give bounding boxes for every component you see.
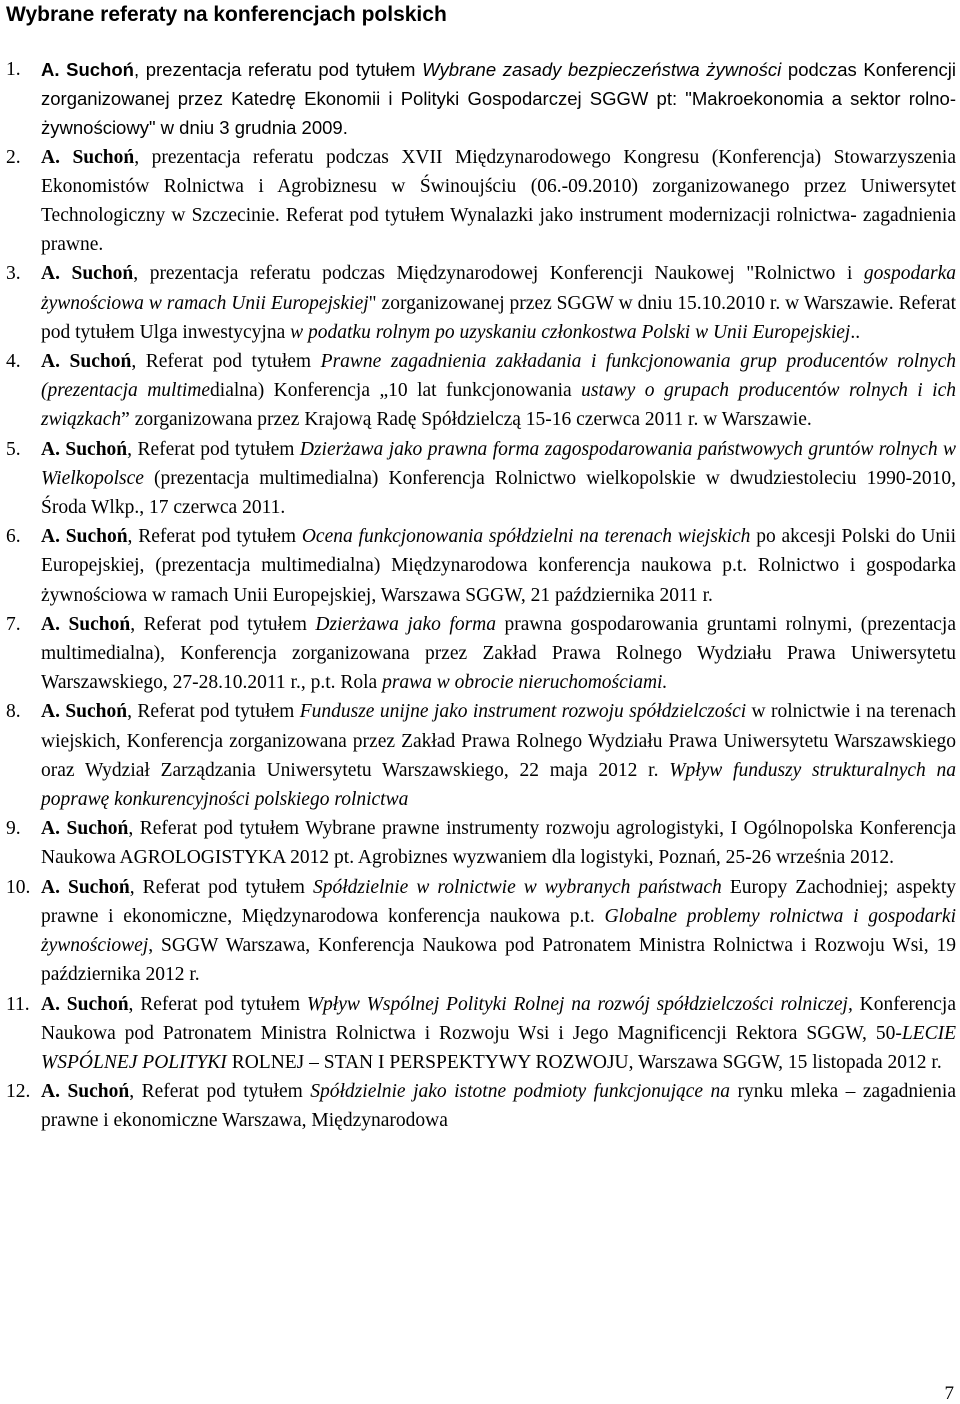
author-name: A. Suchoń — [41, 613, 131, 635]
item-number: 10. — [6, 876, 31, 898]
italic-title: w podatku rolnym po uzyskaniu członkostwa Polski w Unii Europejskiej — [290, 321, 851, 343]
italic-title: prawa w obrocie nieruchomościami. — [382, 672, 668, 694]
author-name: A. Suchoń — [41, 526, 128, 548]
author-name: A. Suchoń — [41, 438, 128, 460]
text-segment: , Referat pod tytułem — [127, 701, 300, 723]
text-segment: , Referat pod tytułem — [127, 526, 302, 548]
text-segment: .. — [850, 321, 861, 343]
list-item — [0, 1077, 960, 1135]
conference-papers-list — [0, 55, 960, 1136]
italic-title: Spółdzielnie w rolnictwie w wybranych państwach — [312, 876, 722, 898]
list-item — [0, 259, 960, 347]
italic-title: Prawne zagadnienia zakładania i funkcjonowania grup producentów rolnych (prezentacja multime — [41, 351, 956, 402]
text-segment: Europy Zachodniej; aspekty prawne i ekonomiczne, Międzynarodowa konferencja naukowa p.t. — [41, 876, 957, 927]
text-segment: rynku mleka – zagadnienia prawne i ekonomiczne Warszawa, Międzynarodowa — [41, 1081, 956, 1132]
author-name: A. Suchoń — [41, 818, 129, 840]
list-item — [0, 814, 960, 872]
item-number: 6. — [6, 526, 21, 548]
item-number: 7. — [6, 613, 21, 635]
text-segment: , Referat pod tytułem — [129, 1081, 311, 1103]
text-segment: " zorganizowanej przez SGGW w dniu 15.10.2010 r. w Warszawie. Referat pod tytułem Ulga inwestycyjna — [41, 292, 956, 343]
text-segment: , Referat pod tytułem — [128, 993, 307, 1015]
italic-title: Dzierżawa jako prawna forma zagospodarowania państwowych gruntów rolnych w Wielkopolsce — [41, 438, 956, 489]
text-segment: , SGGW Warszawa, Konferencja Naukowa pod Patronatem Ministra Rolnictwa i Rozwoju Wsi, 19 października 2012 r. — [41, 935, 956, 986]
text-segment: w rolnictwie i na terenach wiejskich, Konferencja zorganizowana przez Zakład Prawa Rolnego Wydziału Prawa Uniwersytetu Warszawskiego oraz Wydział Zarządzania Uniwersytetu Warszawskiego, 22 maja 2012 r. — [41, 701, 957, 781]
text-segment: Konferencja Naukowa pod Patronatem Ministra Rolnictwa i Rozwoju Wsi i Jego Magnificencji Rektora SGGW, 50- — [41, 993, 956, 1044]
list-item — [0, 990, 960, 1078]
italic-title: Wpływ Wspólnej Polityki Rolnej na rozwój spółdzielczości rolniczej, — [306, 993, 853, 1015]
item-text — [41, 873, 956, 990]
italic-title: gospodarka żywnościowa w ramach Unii Europejskiej — [41, 263, 956, 314]
item-text — [41, 610, 956, 698]
italic-title: ustawy o grupach producentów rolnych i ich związkach — [41, 380, 957, 431]
author-name: A. Suchoń — [41, 701, 128, 723]
italic-title: LECIE WSPÓLNEJ POLITYKI — [41, 1022, 956, 1073]
author-name: A. Suchoń — [41, 993, 129, 1015]
italic-title: Wpływ funduszy strukturalnych na poprawę konkurencyjności polskiego rolnictwa — [41, 759, 956, 811]
text-segment: , prezentacja referatu podczas XVII Międzynarodowego Kongresu (Konferencja) Stowarzyszenia Ekonomistów Rolnictwa i Agrobiznesu w Świnoujściu (06.-09.2010) zorganizowanego przez Uniwersytet Technologiczny w Szczecinie. Referat pod tytułem Wynalazki jako instrument modernizacji rolnictwa- zagadnienia prawne. — [41, 146, 956, 256]
item-text — [41, 1077, 956, 1135]
item-number: 11. — [6, 993, 30, 1015]
author-name: A. Suchoń — [41, 59, 134, 80]
text-segment: po akcesji Polski do Unii Europejskiej, (prezentacja multimedialna) Międzynarodowa konferencja naukowa p.t. Rolnictwo i gospodarka żywnościowa w ramach Unii Europejskiej, Warszawa SGGW, 21 października 2011 r. — [41, 526, 956, 606]
text-segment: ROLNEJ – STAN I PERSPEKTYWY ROZWOJU, Warszawa SGGW, 15 listopada 2012 r. — [226, 1051, 942, 1073]
text-segment: , Referat pod tytułem — [130, 613, 316, 635]
author-name: A. Suchoń — [41, 263, 134, 285]
item-number: 9. — [6, 818, 21, 840]
item-number: 5. — [6, 438, 21, 460]
text-segment: , Referat pod tytułem Wybrane prawne instrumenty rozwoju agrologistyki, I Ogólnopolska Konferencja Naukowa AGROLOGISTYKA 2012 pt. Agrobiznes wyzwaniem dla logistyki, Poznań, 25-26 września 2012. — [41, 818, 956, 869]
text-segment: , Referat pod tytułem — [131, 351, 321, 373]
list-item — [0, 347, 960, 435]
italic-title: Globalne problemy rolnictwa i gospodarki żywnościowej — [41, 905, 956, 957]
author-name: A. Suchoń — [41, 146, 135, 168]
item-number: 4. — [6, 351, 21, 373]
item-number: 3. — [6, 263, 21, 285]
item-text — [41, 55, 956, 143]
italic-title: Ocena funkcjonowania spółdzielni na terenach wiejskich — [301, 526, 751, 548]
author-name: A. Suchoń — [41, 351, 132, 373]
item-text — [41, 143, 956, 260]
list-item — [0, 873, 960, 990]
text-segment: , Referat pod tytułem — [129, 876, 313, 898]
text-segment: prawna gospodarowania gruntami rolnymi, (prezentacja multimedialna), Konferencja zorganizowana przez Zakład Prawa Rolnego Wydziału Prawa Uniwersytetu Warszawskiego, 27-28.10.2011 r., p.t. Rola — [41, 613, 957, 694]
text-segment: (prezentacja multimedialna) Konferencja Rolnictwo wielkopolskie w dwudziestoleciu 1990-2010, Środa Wlkp., 17 czerwca 2011. — [41, 467, 956, 519]
item-number: 12. — [6, 1081, 31, 1103]
item-text — [41, 259, 956, 347]
author-name: A. Suchoń — [41, 1081, 130, 1103]
item-text — [41, 697, 956, 814]
page-title: Wybrane referaty na konferencjach polskich — [6, 3, 447, 26]
italic-title: Fundusze unijne jako instrument rozwoju spółdzielczości — [299, 701, 747, 723]
item-text — [41, 990, 956, 1078]
author-name: A. Suchoń — [41, 876, 130, 898]
list-item — [0, 55, 960, 143]
italic-title: Spółdzielnie jako istotne podmioty funkcjonujące na — [310, 1081, 731, 1103]
list-item — [0, 435, 960, 523]
list-item — [0, 697, 960, 814]
item-text — [41, 347, 956, 435]
text-segment: , prezentacja referatu podczas Międzynarodowej Konferencji Naukowej "Rolnictwo i — [133, 263, 864, 285]
list-item — [0, 522, 960, 610]
item-text — [41, 435, 956, 523]
text-segment: ” zorganizowana przez Krajową Radę Spółdzielczą 15-16 czerwca 2011 r. w Warszawie. — [121, 409, 812, 431]
text-segment: , Referat pod tytułem — [127, 438, 300, 460]
item-text — [41, 814, 956, 872]
page-number: 7 — [944, 1383, 954, 1404]
text-segment: , prezentacja referatu pod tytułem — [133, 59, 423, 80]
item-number: 8. — [6, 701, 21, 723]
italic-title: Dzierżawa jako forma — [315, 613, 496, 635]
list-item — [0, 143, 960, 260]
item-number: 2. — [6, 146, 21, 168]
item-text — [41, 522, 956, 610]
text-segment: podczas Konferencji zorganizowanej przez Katedrę Ekonomii i Polityki Gospodarczej SGGW pt: "Makroekonomia a sektor rolno-żywnościowy" w dniu 3 grudnia 2009. — [41, 59, 956, 139]
italic-title: Wybrane zasady bezpieczeństwa żywności — [422, 59, 782, 80]
list-item — [0, 610, 960, 698]
text-segment: dialna) Konferencja „10 lat funkcjonowania — [210, 380, 582, 402]
item-number: 1. — [6, 59, 21, 80]
